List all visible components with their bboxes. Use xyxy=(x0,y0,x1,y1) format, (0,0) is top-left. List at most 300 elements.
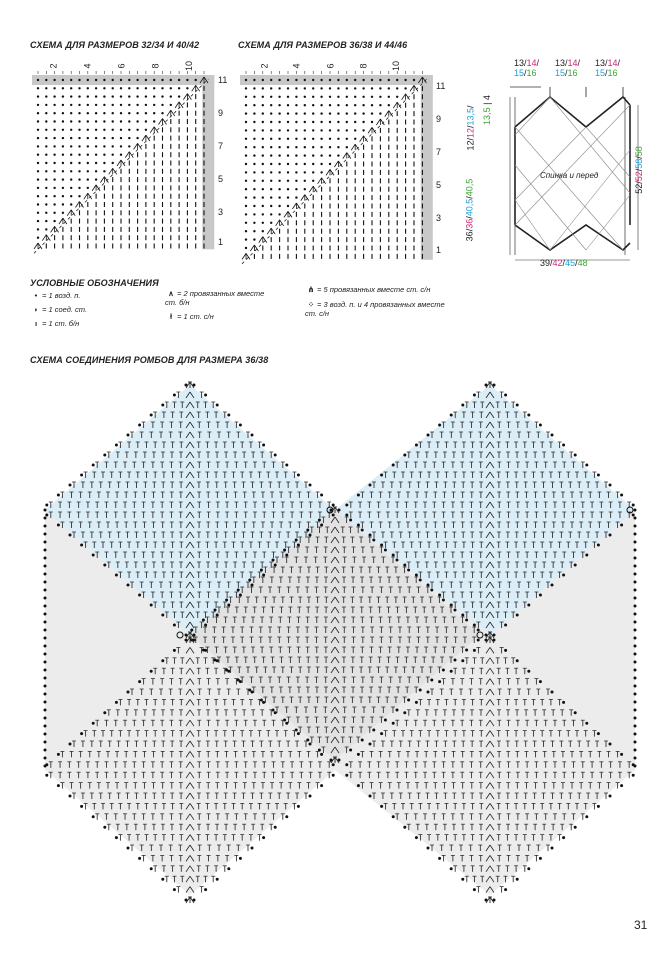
chain-stitch xyxy=(45,87,47,89)
edge-chain xyxy=(127,691,130,694)
chain-stitch xyxy=(245,129,247,131)
chain-stitch xyxy=(245,121,247,123)
edge-chain xyxy=(92,815,95,818)
chain-stitch xyxy=(128,129,130,131)
edge-chain xyxy=(574,454,577,457)
chain-stitch xyxy=(87,104,89,106)
edge-chain xyxy=(185,384,188,387)
chart-a xyxy=(30,55,235,255)
chain-stitch xyxy=(362,129,364,131)
diagonal-stitch xyxy=(159,119,163,125)
chain-stitch xyxy=(128,95,130,97)
chain-stitch xyxy=(329,112,331,114)
chain-stitch xyxy=(278,146,280,148)
chain-stitch xyxy=(278,96,280,98)
diagonal-stitch xyxy=(376,119,380,125)
edge-chain xyxy=(69,795,72,798)
chain-stitch xyxy=(95,154,97,156)
legend-item: ∧ = 2 провязанных вместе ст. б/н xyxy=(165,289,265,307)
edge-chain xyxy=(161,404,164,407)
diagonal-stitch xyxy=(187,94,191,100)
chain-stitch xyxy=(120,79,122,81)
edge-chain xyxy=(45,504,48,507)
chain-stitch xyxy=(103,79,105,81)
edge-chain xyxy=(442,599,445,602)
chain-stitch xyxy=(78,79,80,81)
chain-stitch xyxy=(362,121,364,123)
chain-stitch xyxy=(245,96,247,98)
chain-stitch xyxy=(62,137,64,139)
diagonal-stitch xyxy=(263,237,267,243)
chain-stitch xyxy=(312,87,314,89)
chain-stitch xyxy=(253,222,255,224)
chain-stitch xyxy=(53,145,55,147)
chain-stitch xyxy=(153,87,155,89)
chain-stitch xyxy=(87,170,89,172)
diagonal-stitch xyxy=(100,177,104,183)
chain-stitch xyxy=(287,79,289,81)
chain-stitch xyxy=(62,162,64,164)
edge-chain xyxy=(103,564,106,567)
edge-chain xyxy=(485,639,488,642)
chain-stitch xyxy=(278,188,280,190)
chain-stitch xyxy=(245,196,247,198)
chain-stitch xyxy=(337,154,339,156)
chain-stitch xyxy=(145,104,147,106)
edge-chain xyxy=(239,857,242,860)
chain-stitch xyxy=(312,180,314,182)
chain-stitch xyxy=(112,112,114,114)
edge-chain xyxy=(274,826,277,829)
chain-stitch xyxy=(270,146,272,148)
chain-stitch xyxy=(45,137,47,139)
chain-stitch xyxy=(120,87,122,89)
chain-stitch xyxy=(37,195,39,197)
chain-stitch xyxy=(78,87,80,89)
diagonal-stitch xyxy=(38,243,42,249)
edge-chain xyxy=(103,454,106,457)
chain-stitch xyxy=(95,145,97,147)
chain-stitch xyxy=(304,104,306,106)
chain-stitch xyxy=(371,79,373,81)
edge-chain xyxy=(369,534,372,537)
chain-stitch xyxy=(270,87,272,89)
edge-chain xyxy=(392,722,395,725)
chain-stitch xyxy=(245,154,247,156)
chart-a-title: СХЕМА ДЛЯ РАЗМЕРОВ 32/34 И 40/42 xyxy=(30,40,200,50)
edge-chain xyxy=(454,659,457,662)
chain-stitch xyxy=(70,129,72,131)
edge-chain xyxy=(227,670,230,673)
edge-chain xyxy=(415,701,418,704)
joining-chart-title: СХЕМА СОЕДИНЕНИЯ РОМБОВ ДЛЯ РАЗМЕРА 36/38 xyxy=(30,355,269,365)
chain-stitch xyxy=(354,79,356,81)
chain-stitch xyxy=(320,171,322,173)
chart-a-row: 11 xyxy=(218,75,228,85)
diagonal-stitch xyxy=(360,136,364,142)
chain-stitch xyxy=(295,163,297,165)
chain-stitch xyxy=(337,104,339,106)
chain-stitch xyxy=(396,87,398,89)
chain-stitch xyxy=(320,154,322,156)
diagonal-stitch xyxy=(301,195,305,201)
chain-stitch xyxy=(388,79,390,81)
edge-chain xyxy=(225,599,228,602)
diagonal-stitch xyxy=(59,218,63,224)
chain-stitch xyxy=(312,96,314,98)
diagonal-stitch xyxy=(322,178,326,184)
chain-stitch xyxy=(270,138,272,140)
chain-stitch xyxy=(112,145,114,147)
chain-stitch xyxy=(270,121,272,123)
chain-stitch xyxy=(161,87,163,89)
top-width-3: 13/14/ 15/16 xyxy=(595,58,621,78)
edge-chain xyxy=(173,649,176,652)
edge-chain xyxy=(609,484,612,487)
chain-stitch xyxy=(329,154,331,156)
chain-stitch xyxy=(304,112,306,114)
chain-stitch xyxy=(145,112,147,114)
edge-chain xyxy=(349,749,352,752)
edge-chain xyxy=(516,659,519,662)
edge-chain xyxy=(454,609,457,612)
edge-chain xyxy=(92,722,95,725)
edge-chain xyxy=(127,434,130,437)
edge-chain xyxy=(392,464,395,467)
chain-stitch xyxy=(62,129,64,131)
chain-stitch xyxy=(37,154,39,156)
diagonal-stitch xyxy=(84,193,88,199)
chain-stitch xyxy=(287,112,289,114)
chain-stitch xyxy=(329,104,331,106)
edge-chain xyxy=(562,444,565,447)
chain-stitch xyxy=(45,154,47,156)
chain-stitch xyxy=(45,145,47,147)
chain-stitch xyxy=(379,79,381,81)
chain-stitch xyxy=(320,112,322,114)
edge-chain xyxy=(69,534,72,537)
diagonal-stitch xyxy=(34,243,38,249)
chain-stitch xyxy=(337,79,339,81)
legend-col-1 xyxy=(30,291,160,328)
chain-stitch xyxy=(287,138,289,140)
chain-stitch xyxy=(45,220,47,222)
diagonal-stitch xyxy=(271,228,275,234)
edge-chain xyxy=(493,639,496,642)
edge-chain xyxy=(330,759,333,762)
edge-chain xyxy=(415,444,418,447)
chain-stitch xyxy=(388,96,390,98)
chain-stitch xyxy=(37,220,39,222)
edge-chain xyxy=(477,639,480,642)
edge-chain xyxy=(262,444,265,447)
chain-stitch xyxy=(53,162,55,164)
chain-stitch xyxy=(70,120,72,122)
chain-stitch xyxy=(62,187,64,189)
chain-stitch xyxy=(153,112,155,114)
chain-stitch xyxy=(245,222,247,224)
single-crochet-icon: ı xyxy=(34,319,38,328)
chain-stitch xyxy=(178,95,180,97)
chain-stitch xyxy=(103,129,105,131)
chain-stitch xyxy=(53,170,55,172)
diagonal-stitch xyxy=(334,161,338,167)
chain-stitch xyxy=(270,104,272,106)
edge-chain xyxy=(516,614,519,617)
chart-b-row: 7 xyxy=(436,147,442,157)
chain-stitch xyxy=(245,87,247,89)
edge-chain xyxy=(332,514,335,517)
chain-stitch xyxy=(78,145,80,147)
edge-chain xyxy=(297,474,300,477)
chain-stitch xyxy=(295,188,297,190)
edge-chain xyxy=(427,691,430,694)
edge-chain xyxy=(57,784,60,787)
chain-stitch xyxy=(62,170,64,172)
joining-chart xyxy=(0,370,662,925)
chart-b-tick: 8 xyxy=(358,63,369,69)
chain-stitch xyxy=(70,95,72,97)
diagonal-stitch xyxy=(347,153,351,159)
chain-stitch xyxy=(262,180,264,182)
edge-chain xyxy=(361,529,364,532)
chain-stitch xyxy=(278,180,280,182)
chain-stitch xyxy=(45,79,47,81)
legend-item: ⁘ = 3 возд. п. и 4 провязанных вместе ст. с/н xyxy=(305,300,445,318)
edge-chain xyxy=(427,584,430,587)
chain-stitch xyxy=(87,145,89,147)
edge-chain xyxy=(438,594,441,597)
edge-chain xyxy=(465,619,468,622)
chain-stitch xyxy=(278,154,280,156)
edge-chain xyxy=(262,701,265,704)
edge-chain xyxy=(138,857,141,860)
diagonal-stitch xyxy=(254,245,258,251)
chain-stitch xyxy=(45,178,47,180)
chain-stitch xyxy=(37,145,39,147)
edge-chain xyxy=(227,867,230,870)
chain-stitch xyxy=(95,112,97,114)
edge-chain xyxy=(150,867,153,870)
bottom-dim: 39/42/45/48 xyxy=(540,258,588,268)
chain-stitch xyxy=(304,79,306,81)
chart-b xyxy=(238,55,448,265)
chain-stitch xyxy=(37,187,39,189)
chain-stitch xyxy=(396,79,398,81)
chain-stitch xyxy=(337,138,339,140)
diagonal-stitch xyxy=(71,210,75,216)
chain-stitch xyxy=(70,137,72,139)
edge-chain xyxy=(551,584,554,587)
chain-stitch xyxy=(53,187,55,189)
joining-chart-graphic xyxy=(0,370,662,925)
chain-stitch xyxy=(287,104,289,106)
chain-stitch xyxy=(262,222,264,224)
diagonal-stitch xyxy=(292,203,296,209)
edge-chain xyxy=(239,424,242,427)
edge-chain xyxy=(285,554,288,557)
chain-stitch xyxy=(136,87,138,89)
chain-stitch xyxy=(70,170,72,172)
chain-stitch xyxy=(136,95,138,97)
chain-stitch xyxy=(270,188,272,190)
chain-stitch xyxy=(312,121,314,123)
chain-stitch xyxy=(103,120,105,122)
left-lower-dim: 36/36/40,5/40,5 xyxy=(464,178,475,242)
chain-stitch xyxy=(153,104,155,106)
edge-chain xyxy=(262,574,265,577)
chain-stitch xyxy=(262,213,264,215)
chain-stitch xyxy=(95,120,97,122)
chain-stitch xyxy=(270,163,272,165)
chain-stitch xyxy=(262,205,264,207)
chain-stitch xyxy=(295,104,297,106)
edge-chain xyxy=(450,604,453,607)
chain-stitch xyxy=(354,96,356,98)
chain-stitch xyxy=(70,195,72,197)
chain-stitch xyxy=(287,180,289,182)
chain-stitch xyxy=(120,145,122,147)
chain-stitch xyxy=(329,96,331,98)
schematic-label: Спинка и перед xyxy=(540,171,599,180)
edge-chain xyxy=(204,888,207,891)
chain-stitch xyxy=(78,112,80,114)
chain-stitch xyxy=(262,196,264,198)
edge-chain xyxy=(193,899,196,902)
chain-stitch xyxy=(304,180,306,182)
chain-stitch xyxy=(253,188,255,190)
edge-chain xyxy=(419,689,422,692)
chain-stitch xyxy=(245,247,247,249)
chain-stitch xyxy=(262,146,264,148)
diagonal-stitch xyxy=(288,211,292,217)
chain-stitch xyxy=(78,154,80,156)
left-upper-dim: 12/12/13,5/ xyxy=(465,105,476,151)
diagonal-stitch xyxy=(313,186,317,192)
chain-stitch xyxy=(295,138,297,140)
chain-stitch xyxy=(112,154,114,156)
edge-chain xyxy=(562,701,565,704)
chain-stitch xyxy=(262,112,264,114)
edge-chain xyxy=(193,639,196,642)
chain-stitch xyxy=(278,196,280,198)
chain-stitch xyxy=(95,137,97,139)
chain-stitch xyxy=(62,212,64,214)
chain-stitch xyxy=(270,129,272,131)
chain-stitch xyxy=(278,205,280,207)
edge-chain xyxy=(216,614,219,617)
chain-stitch xyxy=(120,112,122,114)
chain-stitch xyxy=(346,79,348,81)
edge-chain xyxy=(372,539,375,542)
chain-stitch xyxy=(346,112,348,114)
chain-stitch xyxy=(262,129,264,131)
chain-stitch xyxy=(245,138,247,140)
chain-stitch xyxy=(337,121,339,123)
chain-stitch xyxy=(262,87,264,89)
chain-stitch xyxy=(103,162,105,164)
chain-stitch xyxy=(304,87,306,89)
diagonal-stitch xyxy=(326,169,330,175)
edge-chain xyxy=(527,414,530,417)
chain-stitch xyxy=(320,138,322,140)
edge-chain xyxy=(138,680,141,683)
diagonal-stitch xyxy=(338,161,342,167)
edge-chain xyxy=(527,670,530,673)
top-width-1: 13/14/ 15/16 xyxy=(514,58,540,78)
chain-stitch xyxy=(95,104,97,106)
chain-stitch xyxy=(78,120,80,122)
edge-chain xyxy=(173,888,176,891)
edge-chain xyxy=(380,474,383,477)
edge-chain xyxy=(251,847,254,850)
edge-chain xyxy=(45,514,48,517)
chain-stitch xyxy=(253,129,255,131)
chart-a-tick: 2 xyxy=(48,63,59,69)
edge-chain xyxy=(320,494,323,497)
chain-stitch xyxy=(78,195,80,197)
edge-chain xyxy=(161,614,164,617)
chain-stitch xyxy=(53,220,55,222)
chain-stitch xyxy=(37,129,39,131)
chain-stitch xyxy=(136,112,138,114)
edge-chain xyxy=(380,544,383,547)
chain-stitch xyxy=(70,187,72,189)
chain-stitch xyxy=(346,146,348,148)
edge-chain xyxy=(493,384,496,387)
chain-stitch xyxy=(354,121,356,123)
chain-stitch xyxy=(287,188,289,190)
chain-stitch xyxy=(312,163,314,165)
chain-stitch xyxy=(379,96,381,98)
chain-stitch xyxy=(278,171,280,173)
edge-chain xyxy=(227,604,230,607)
chain-stitch xyxy=(95,95,97,97)
edge-chain xyxy=(285,815,288,818)
edge-chain xyxy=(485,634,488,637)
chain-stitch xyxy=(62,154,64,156)
chain-stitch xyxy=(186,79,188,81)
chain-stitch xyxy=(245,163,247,165)
diagonal-stitch xyxy=(67,210,71,216)
chain-stitch xyxy=(178,79,180,81)
chain-stitch xyxy=(45,203,47,205)
chain-stitch xyxy=(153,95,155,97)
edge-chain xyxy=(461,614,464,617)
edge-chain xyxy=(190,629,193,632)
right-dim: 52/52/58/58 xyxy=(633,146,644,194)
edge-chain xyxy=(357,494,360,497)
chain-stitch xyxy=(62,145,64,147)
edge-chain xyxy=(138,594,141,597)
edge-chain xyxy=(150,604,153,607)
chain-stitch xyxy=(128,87,130,89)
chain-stitch xyxy=(103,87,105,89)
chain-stitch xyxy=(304,129,306,131)
edge-chain xyxy=(632,514,635,517)
diagonal-stitch xyxy=(117,160,121,166)
diagonal-stitch xyxy=(343,153,347,159)
chain-stitch xyxy=(37,95,39,97)
chain-stitch xyxy=(362,112,364,114)
diagonal-stitch xyxy=(76,202,80,208)
chain-stitch xyxy=(253,138,255,140)
chain-stitch xyxy=(70,162,72,164)
chain-stitch xyxy=(245,112,247,114)
edge-chain xyxy=(415,574,418,577)
diagonal-stitch xyxy=(284,211,288,217)
edge-chain xyxy=(438,680,441,683)
